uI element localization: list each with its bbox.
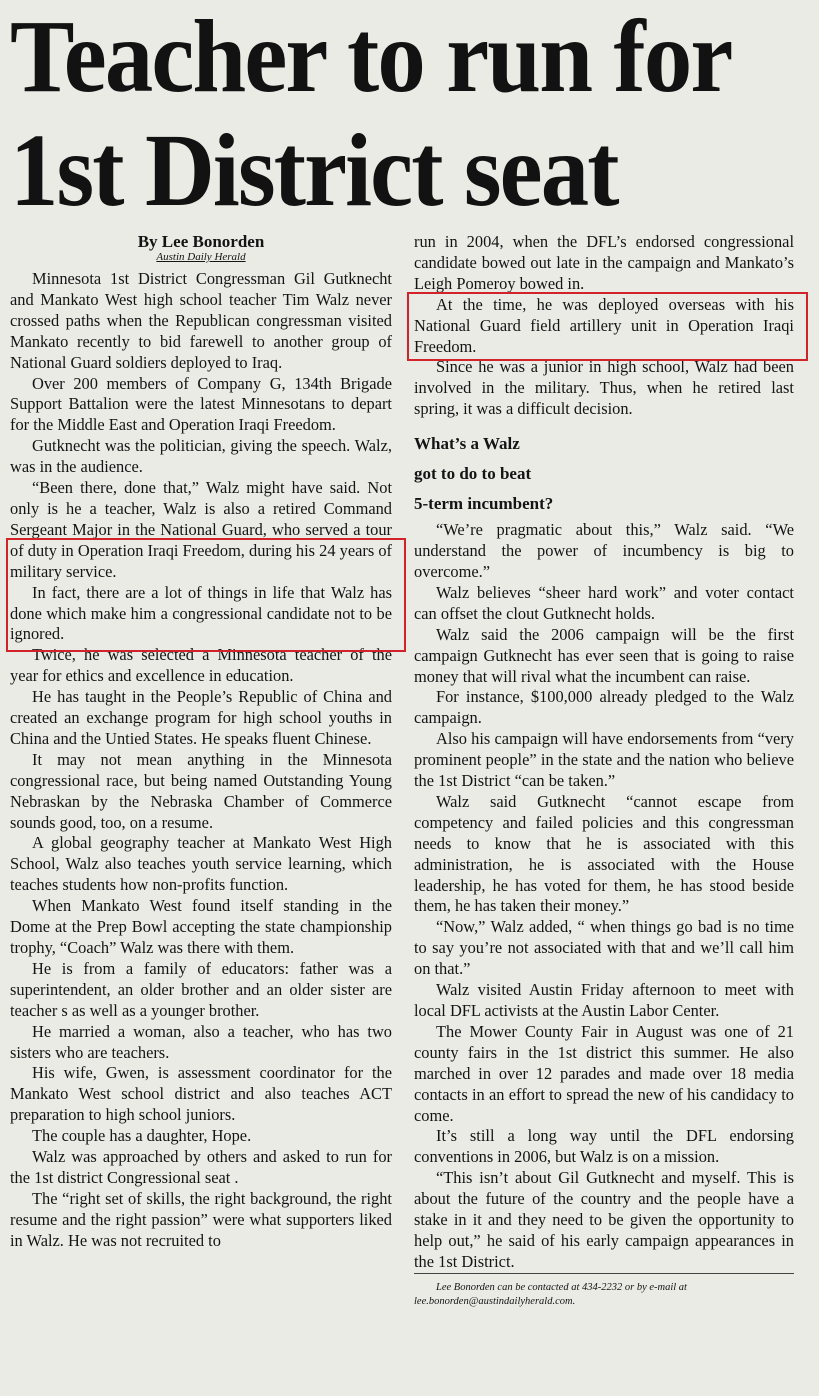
left-column [10, 232, 392, 1252]
paragraph: He has taught in the People’s Republic of China and created an exchange program for high school youths in China and the Untied States. He speaks fluent Chinese. [10, 687, 392, 748]
contact-line: Lee Bonorden can be contacted at 434-2232 or by e-mail at lee.bonorden@austindailyherald.com. [414, 1273, 794, 1309]
headline [10, 0, 759, 228]
headline-line-1: Teacher to run for [10, 0, 732, 114]
subhead-line-1: What’s a Walz [414, 434, 520, 454]
paragraph: Walz visited Austin Friday afternoon to meet with local DFL activists at the Austin Labor Center. [414, 980, 794, 1020]
byline-author: By Lee Bonorden [137, 232, 265, 251]
paragraph: He married a woman, also a teacher, who has two sisters who are teachers. [10, 1021, 392, 1062]
paragraph: The Mower County Fair in August was one of 21 county fairs in the 1st district this summer. He also marched in over 12 parades and made over 18 media contacts in an effort to spread the new of his candidacy to come. [414, 1021, 794, 1125]
paragraph-highlighted: “Been there, done that,” Walz might have said. Not only is he a teacher, Walz is also a retired Command Sergeant Major in the National Guard, who served a tour of duty in Operation Iraqi Freedom, during his 24 years of military service. [10, 478, 392, 581]
paragraph: Also his campaign will have endorsements from “very prominent people” in the state and the nation who believe the 1st District “can be taken.” [414, 729, 794, 791]
paragraph: Since he was a junior in high school, Walz had been involved in the military. Thus, when he retired last spring, it was a difficult decision. [414, 357, 794, 419]
paragraph: A global geography teacher at Mankato West High School, Walz also teaches youth service learning, which teaches students how non-profits function. [10, 833, 392, 895]
paragraph: The couple has a daughter, Hope. [32, 1126, 252, 1146]
paragraph: The “right set of skills, the right background, the right resume and the right passion” were what supporters liked in Walz. He was not recruited to [10, 1188, 392, 1250]
subhead-line-2: got to do to beat [414, 464, 532, 484]
headline-line-2: 1st District seat [10, 113, 618, 228]
paragraph: Walz believes “sheer hard work” and voter contact can offset the clout Gutknecht holds. [414, 582, 794, 623]
paragraph: For instance, $100,000 already pledged to the Walz campaign. [414, 687, 794, 728]
paragraph: His wife, Gwen, is assessment coordinator for the Mankato West school district and also teaches ACT preparation to high school juniors. [10, 1063, 392, 1125]
paragraph: Over 200 members of Company G, 134th Brigade Support Battalion were the latest Minnesotans to depart for the Middle East and Operation Iraqi Freedom. [10, 373, 392, 435]
subhead-line-3: 5-term incumbent? [414, 494, 554, 514]
paragraph: Walz was approached by others and asked to run for the 1st district Congressional seat . [10, 1147, 392, 1187]
paragraph: run in 2004, when the DFL’s endorsed congressional candidate bowed out late in the campaign and Mankato’s Leigh Pomeroy bowed in. [414, 232, 794, 293]
paragraph: Walz said Gutknecht “cannot escape from competency and failed policies and this congressman needs to know that he is associated with this administration, he is associated with the House leadership, he has voted for them, he has stood beside them, he has taken their money.” [414, 791, 794, 916]
paragraph: In fact, there are a lot of things in life that Walz has done which make him a congressional candidate not to be ignored. [10, 582, 392, 644]
paragraph: It may not mean anything in the Minnesota congressional race, but being named Outstanding Young Nebraskan by the Nebraska Chamber of Commerce sounds good, too, on a resume. [10, 749, 392, 832]
paragraph: “This isn’t about Gil Gutknecht and myself. This is about the future of the country and the people have a stake in it and they need to be given the opportunity to help out,” he said of his early campaign appearances in the 1st District. [414, 1168, 794, 1271]
paragraph-highlighted: At the time, he was deployed overseas with his National Guard field artillery unit in Operation Iraqi Freedom. [414, 294, 794, 356]
paragraph: It’s still a long way until the DFL endorsing conventions in 2006, but Walz is on a mission. [414, 1126, 794, 1167]
paragraph: Twice, he was selected a Minnesota teacher of the year for ethics and excellence in education. [10, 645, 392, 686]
paragraph: Gutknecht was the politician, giving the speech. Walz, was in the audience. [10, 436, 392, 477]
byline [10, 232, 392, 263]
paragraph: When Mankato West found itself standing in the Dome at the Prep Bowl accepting the state championship trophy, “Coach” Walz was there with them. [10, 896, 392, 957]
paragraph: “We’re pragmatic about this,” Walz said. “We understand the power of incumbency is big to overcome.” [414, 520, 794, 581]
paragraph: “Now,” Walz added, “ when things go bad is no time to say you’re not associated with that and we’ll call him on that.” [414, 917, 794, 979]
byline-publication: Austin Daily Herald [156, 251, 246, 263]
paragraph: He is from a family of educators: father was a superintendent, an older brother and an older sister are teacher s as well as a younger brother. [10, 958, 392, 1020]
subhead [414, 429, 794, 519]
right-column [414, 232, 794, 1309]
paragraph: Walz said the 2006 campaign will be the first campaign Gutknecht has ever seen that is going to raise money that will rival what the incumbent can raise. [414, 624, 794, 686]
paragraph: Minnesota 1st District Congressman Gil Gutknecht and Mankato West high school teacher Tim Walz never crossed paths when the Republican congressman visited Mankato recently to bid farewell to another group of National Guard soldiers deployed to Iraq. [10, 269, 392, 372]
